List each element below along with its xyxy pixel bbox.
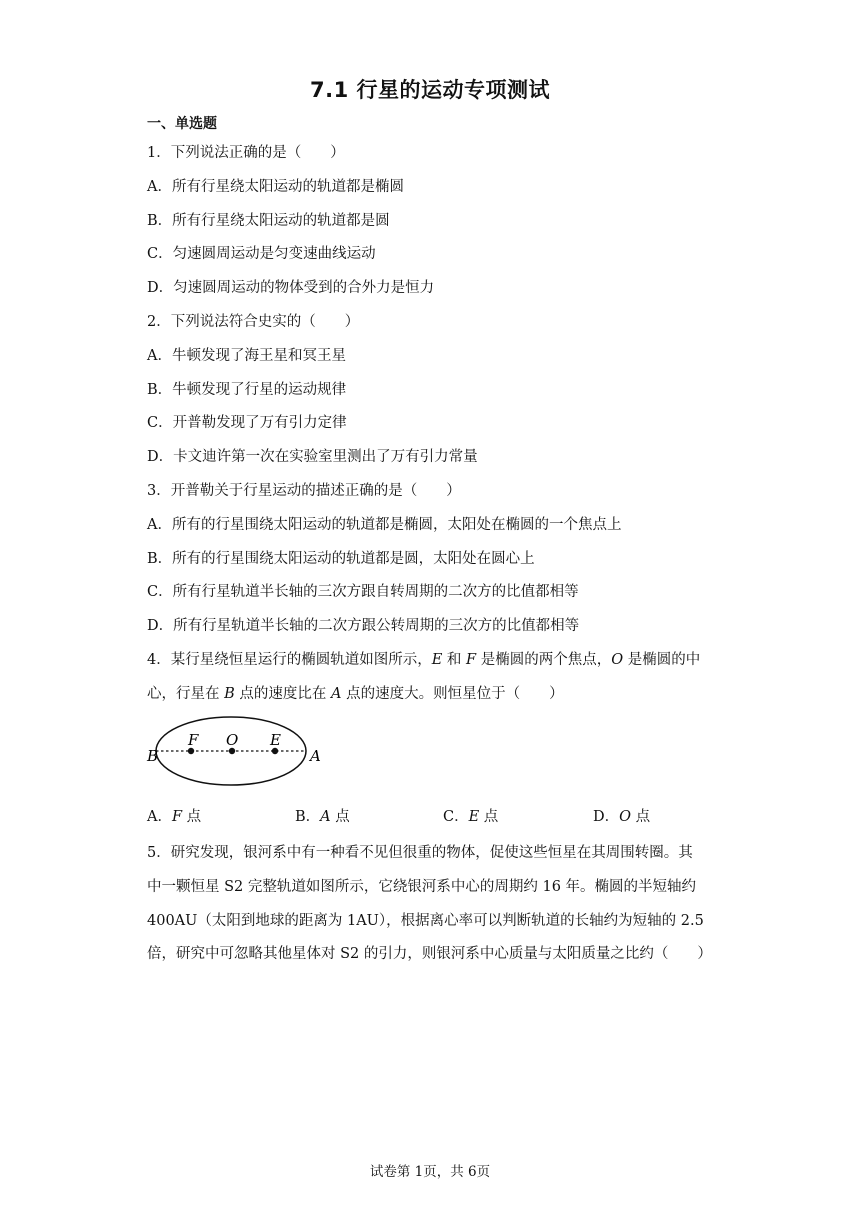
question-3-option-d: D．所有行星轨道半长轴的二次方跟公转周期的三次方的比值都相等: [147, 618, 580, 634]
option-suffix: 点: [182, 809, 202, 825]
label-e: E: [270, 731, 281, 749]
ellipse-orbit-figure: [140, 714, 340, 790]
question-1-option-c: C．匀速圆周运动是匀变速曲线运动: [147, 246, 376, 262]
question-4-option-a: [147, 805, 201, 826]
option-prefix: B．: [295, 809, 321, 825]
option-prefix: A．: [147, 809, 172, 825]
question-3-stem: 3．开普勒关于行星运动的描述正确的是（ ）: [147, 483, 461, 499]
question-2-option-c: C．开普勒发现了万有引力定律: [147, 415, 347, 431]
question-2-stem: 2．下列说法符合史实的（ ）: [147, 314, 360, 330]
q4-text: 4．某行星绕恒星运行的椭圆轨道如图所示，: [147, 652, 432, 668]
question-5-line-2: 中一颗恒星 S2 完整轨道如图所示，它绕银河系中心的周期约 16 年。椭圆的半短轴约: [147, 879, 697, 895]
page-title: 7.1 行星的运动专项测试: [309, 78, 550, 102]
option-var: E: [468, 809, 480, 825]
label-b: B: [147, 747, 159, 765]
option-prefix: D．: [593, 809, 620, 825]
q4-text: 和: [442, 652, 467, 668]
question-1-stem: 1．下列说法正确的是（ ）: [147, 145, 345, 161]
section-heading: 一、单选题: [147, 116, 217, 132]
question-1-option-a: A．所有行星绕太阳运动的轨道都是椭圆: [147, 179, 404, 195]
question-2-option-d: D．卡文迪许第一次在实验室里测出了万有引力常量: [147, 449, 478, 465]
question-4-option-c: [443, 805, 498, 826]
q4-text: 心，行星在: [147, 686, 225, 702]
q4-text: 是椭圆的两个焦点，: [476, 652, 612, 668]
option-suffix: 点: [631, 809, 651, 825]
q4-var-f: F: [466, 652, 477, 668]
q4-var-e: E: [431, 652, 443, 668]
question-1-option-b: B．所有行星绕太阳运动的轨道都是圆: [147, 213, 390, 229]
question-5-line-1: 5．研究发现，银河系中有一种看不见但很重的物体，促使这些恒星在其周围转圈。其: [147, 845, 693, 861]
question-4-option-d: [593, 805, 650, 826]
option-var: A: [320, 809, 331, 825]
label-f: F: [188, 731, 199, 749]
option-suffix: 点: [479, 809, 499, 825]
question-3-option-c: C．所有行星轨道半长轴的三次方跟自转周期的二次方的比值都相等: [147, 584, 579, 600]
question-3-option-b: B．所有的行星围绕太阳运动的轨道都是圆，太阳处在圆心上: [147, 551, 535, 567]
label-a: A: [310, 747, 321, 765]
q4-var-a: A: [330, 686, 342, 702]
question-5-line-3: 400AU（太阳到地球的距离为 1AU），根据离心率可以判断轨道的长轴约为短轴的 2.5: [147, 913, 704, 929]
q4-text: 点的速度大。则恒星位于（ ）: [341, 686, 564, 702]
question-4-option-b: [295, 805, 350, 826]
question-4-stem-line-2: [147, 682, 564, 703]
q4-text: 是椭圆的中: [623, 652, 701, 668]
question-1-option-d: D．匀速圆周运动的物体受到的合外力是恒力: [147, 280, 435, 296]
option-suffix: 点: [330, 809, 350, 825]
label-o: O: [226, 731, 239, 749]
option-var: O: [619, 809, 632, 825]
question-3-option-a: A．所有的行星围绕太阳运动的轨道都是椭圆，太阳处在椭圆的一个焦点上: [147, 517, 622, 533]
q4-var-b: B: [224, 686, 235, 702]
question-4-stem-line-1: [147, 648, 700, 669]
q4-var-o: O: [611, 652, 624, 668]
question-2-option-a: A．牛顿发现了海王星和冥王星: [147, 348, 346, 364]
page-footer: 试卷第 1页，共 6页: [369, 1164, 491, 1180]
option-var: F: [171, 809, 183, 825]
question-2-option-b: B．牛顿发现了行星的运动规律: [147, 382, 347, 398]
option-prefix: C．: [443, 809, 469, 825]
q4-text: 点的速度比在: [234, 686, 331, 702]
question-5-line-4: 倍，研究中可忽略其他星体对 S2 的引力，则银河系中心质量与太阳质量之比约（ ）: [147, 946, 712, 962]
